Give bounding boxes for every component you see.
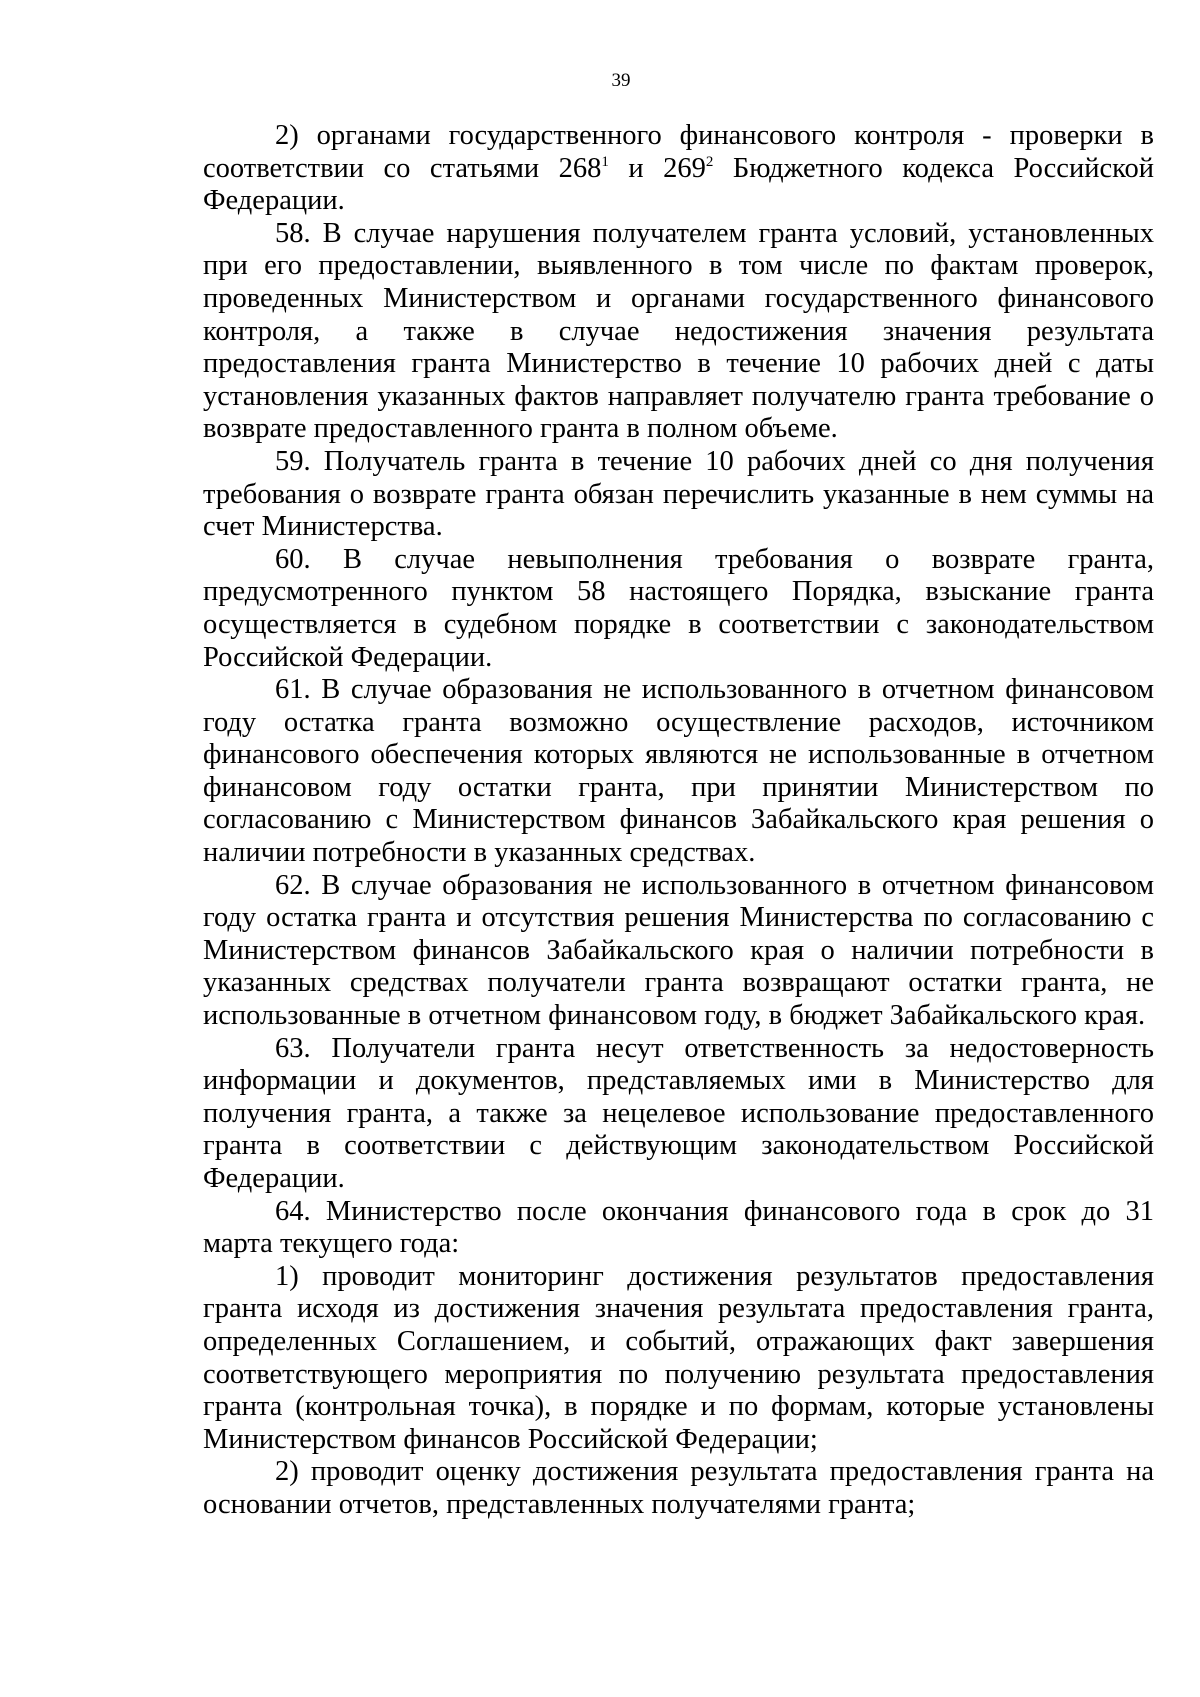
paragraph-61: 61. В случае образования не использованного в отчетном финансовом году остатка гранта возможно осуществление расходов, источником финансового обеспечения которых являются не использованные в отчетном финансовом году остатки гранта, при принятии Министерством по согласованию с Министерством финансов Забайкальского края решения о наличии потребности в указанных средствах. [203, 674, 1154, 869]
paragraph-58: 58. В случае нарушения получателем гранта условий, установленных при его предоставлении, выявленного в том числе по фактам проверок, проведенных Министерством и органами государственного финансового контроля, а также в случае недостижения значения результата предоставления гранта Министерство в течение 10 рабочих дней с даты установления указанных фактов направляет получателю гранта требование о возврате предоставленного гранта в полном объеме. [203, 217, 1154, 445]
paragraph-60: 60. В случае невыполнения требования о возврате гранта, предусмотренного пунктом 58 настоящего Порядка, взыскание гранта осуществляется в судебном порядке в соответствии с законодательством Российской Федерации. [203, 543, 1154, 673]
paragraph-64-item-1: 1) проводит мониторинг достижения результатов предоставления гранта исходя из достижения значения результата предоставления гранта, определенных Соглашением, и событий, отражающих факт завершения соответствующего мероприятия по получению результата предоставления гранта (контрольная точка), в порядке и по формам, которые установлены Министерством финансов Российской Федерации; [203, 1260, 1154, 1455]
superscript: 1 [601, 153, 609, 170]
paragraph-64: 64. Министерство после окончания финансового года в срок до 31 марта текущего года: [203, 1195, 1154, 1260]
paragraph-63: 63. Получатели гранта несут ответственность за недостоверность информации и документов, представляемых ими в Министерство для получения гранта, а также за нецелевое использование предоставленного гранта в соответствии с действующим законодательством Российской Федерации. [203, 1032, 1154, 1194]
paragraph-audit-bodies [203, 120, 1154, 218]
paragraph-64-item-2: 2) проводит оценку достижения результата предоставления гранта на основании отчетов, представленных получателями гранта; [203, 1456, 1154, 1520]
paragraph-62: 62. В случае образования не использованного в отчетном финансовом году остатка гранта и отсутствия решения Министерства по согласованию с Министерством финансов Забайкальского края о наличии потребности в указанных средствах получатели гранта возвращают остатки гранта, не использованные в отчетном финансовом году, в бюджет Забайкальского края. [203, 869, 1154, 1032]
document-body [203, 120, 1154, 1522]
paragraph-text: Бюджетного кодекса Российской Федерации. [203, 152, 1154, 217]
superscript: 2 [705, 153, 714, 170]
page-number: 39 [611, 70, 631, 91]
paragraph-text: 2) органами государственного финансового контроля - проверки в соответствии со статьями 268 [203, 120, 1154, 184]
paragraph-text: и 269 [608, 152, 706, 184]
paragraph-59: 59. Получатель гранта в течение 10 рабочих дней со дня получения требования о возврате гранта обязан перечислить указанные в нем суммы на счет Министерства. [203, 445, 1154, 543]
